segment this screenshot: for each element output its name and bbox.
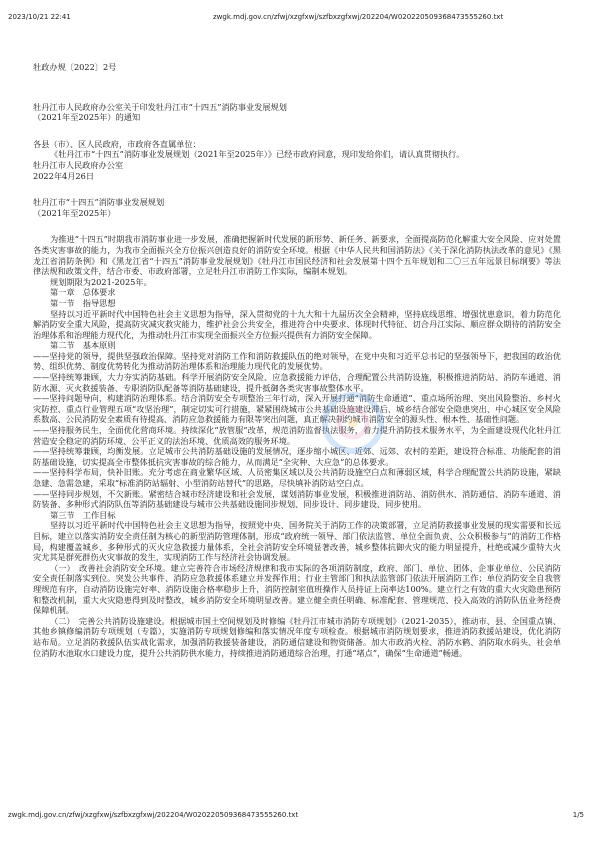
notice-date: 2022年4月26日 bbox=[33, 170, 95, 181]
plan-title-years: （2021年至2025年） bbox=[33, 207, 116, 218]
page-url: zwgk.mdj.gov.cn/zfwj/xzgfxwj/szfbxzgfxwj/202204/W020220509368473555260.txt bbox=[213, 13, 504, 21]
plan-paragraph: ——坚持同步规划，不欠新账。紧密结合城市经济建设和社会发展，谋划消防事业发展，积极推进消防站、消防供水、消防通信、消防车通道、消防装备、多种形式消防队伍等消防基础建设与城市公共基础设施同步规划、同步设计、同步建设、同步使用。 bbox=[33, 488, 561, 510]
notice-title-years: （2021年至2025年）的通知 bbox=[33, 112, 141, 123]
plan-title: 牡丹江市“十四五”消防事业发展规划 bbox=[33, 197, 165, 208]
footer-url: zwgk.mdj.gov.cn/zfwj/xzgfxwj/szfbxzgfxwj/202204/W020220509368473555260.txt bbox=[8, 811, 299, 819]
page-number: 1/5 bbox=[572, 811, 584, 819]
plan-paragraph: （一） 改善社会消防安全环境。建立完善符合市场经济规律和我市实际的各项消防制度，政府、部门、单位、团体、企事业单位、公民消防安全责任制落实到位。突发公共事件、消防应急救援体系建立并发挥作用；行业主管部门和执法监管部门依法开展消防工作；单位消防安全自我管理规范有序，自动消防设施完好率、消防设施合格率稳步上升，消防控制室值班操作人员持证上岗率达100%。建立行之有效的重大火灾隐患预防和整改机制，重大火灾隐患得到及时整改，城乡消防安全环境明显改善。建立健全责任明确、标准配套、管理规范、投入高效的消防队伍业务经费保障机制。 bbox=[33, 562, 561, 616]
notice-title: 牡丹江市人民政府办公室关于印发牡丹江市“十四五”消防事业发展规划 bbox=[33, 101, 287, 112]
plan-paragraph: ——坚持统筹兼顾，均衡发展。立足城市公共消防基础设施的发展情况，逐步缩小城区、近郊、远郊、农村的差距，建设符合标准、功能配套的消防基础设施，切实提高全市整体抵抗灾害事故的综合能力，从而满足“全灾种、大应急”的总体要求。 bbox=[33, 446, 561, 467]
plan-paragraph: ——坚持问题导向，构建消防治理体系。结合消防安全专项整治三年行动，深入开展打通“消防生命通道”、重点场所治理、突出风险整治、乡村火灾防控、重点行业管理五项“攻坚治理”，制定切实可行措施，紧紧围绕城市公共基础设施建设滞后、城乡结合部安全隐患突出、中心城区安全风险系数高、公民消防安全素质有待提高、消防应急救援能力有限等突出问题，真正解决制约城市消防安全的源头性、根本性、基础性问题。 bbox=[33, 393, 561, 425]
plan-paragraph: 为推进“十四五”时期我市消防事业进一步发展，准确把握新时代发展的新形势、新任务、新要求，全面提高防范化解重大安全风险、应对处置各类灾害事故的能力，为我市全面振兴全方位振兴创造良好的消防安全环境。根据《中华人民共和国消防法》《关于深化消防执法改革的意见》《黑龙江省消防条例》和《黑龙江省“十四五”消防事业发展规划》《牡丹江市国民经济和社会发展第十四个五年规划和二〇三五年远景目标纲要》等法律法规和政策文件，结合市委、市政府部署，立足牡丹江市消防工作实际，编制本规划。 bbox=[33, 234, 561, 277]
plan-paragraphs bbox=[33, 234, 561, 658]
notice-body: 《牡丹江市“十四五”消防事业发展规划（2021年至2025年）》已经市政府同意，现印发给你们，请认真贯彻执行。 bbox=[50, 149, 465, 160]
plan-paragraph: 坚持以习近平新时代中国特色社会主义思想为指导，深入贯彻党的十九大和十九届历次全会精神，坚持底线思维、增强忧患意识，着力防范化解消防安全重大风险，提高防灾减灾救灾能力，维护社会公共安全，推进符合中央要求、体现时代特征、切合丹江实际、顺应群众期待的消防安全治理体系和治理能力现代化，为推动牡丹江市实现全面振兴全方位振兴提供有力消防安全保障。 bbox=[33, 308, 561, 340]
doc-number: 牡政办规〔2022〕2号 bbox=[33, 62, 117, 72]
document-body bbox=[33, 62, 561, 658]
plan-paragraph: 坚持以习近平新时代中国特色社会主义思想为指导，按照党中央、国务院关于消防工作的决策部署，立足消防救援事业发展的现实需要和长远目标，建立以落实消防安全责任制为核心的新型消防管理体制，形成“政府统一领导、部门依法监管、单位全面负责、公众积极参与”的消防工作格局，构建覆盖城乡、多种形式的灭火应急救援力量体系，全社会消防安全环境显著改善，城乡整体抗御火灾的能力明显提升，杜绝或减少重特大火灾尤其是群死群伤火灾事故的发生，实现消防工作与经济社会协调发展。 bbox=[33, 520, 561, 563]
page-header bbox=[8, 13, 586, 25]
plan-paragraph: （二） 完善公共消防设施建设。根据城市国土空间规划及时修编《牡丹江市城市消防专项规划》（2021-2035），推动市、县、全国重点镇、其他乡镇修编消防专项规划（专篇），实施消防专项规划修编和落实情况年度专项检查。根据城市消防规划要求，推进消防救援站建设，优化消防站布局。立足消防救援队伍实战化需求，加强消防救援装备建设，消防通信建设和物资储备。加大市政消火栓、消防水鹤、消防取水码头、社会单位消防水池取水口建设力度，提升公共消防供水能力，持续推进消防通道综合治理，打通“堵点”，确保“生命通道”畅通。 bbox=[33, 615, 561, 658]
plan-paragraph: 第一节 指导思想 bbox=[50, 297, 116, 308]
plan-paragraph: 规划期限为2021-2025年。 bbox=[50, 276, 152, 287]
signer: 牡丹江市人民政府办公室 bbox=[33, 159, 124, 170]
plan-paragraph: ——坚持统筹兼顾，大力夯实消防基础。科学开展消防安全风险、应急救援能力评估，合理配置公共消防设施，积极推进消防站、消防车通道、消防水源、灭火救援装备、专职消防队配备等消防基础建设，提升抵御各类灾害事故整体水平。 bbox=[33, 372, 561, 393]
plan-paragraph: ——坚持服务民生，全面优化营商环境。持续深化“放管服”改革，规范消防监督执法服务，着力提升消防技术服务水平，为全面建设现代化牡丹江营造安全稳定的消防环境、公平正义的法治环境、优质高效的服务环境。 bbox=[33, 425, 561, 446]
print-datetime: 2023/10/21 22:41 bbox=[8, 13, 71, 21]
page-footer bbox=[8, 811, 586, 823]
addressee: 各县（市）、区人民政府，市政府各直属单位： bbox=[33, 138, 201, 149]
plan-paragraph: ——坚持科学布局，快补旧账。充分考虑在商业繁华区域、人员密集区域以及公共消防设施空白点和薄弱区域，科学合理配置公共消防设施，紧缺急建、急需急建，采取“标准消防站辐射、小型消防站替代”的思路，尽快填补消防站空白点。 bbox=[33, 467, 561, 488]
plan-paragraph: 第三节 工作目标 bbox=[50, 509, 116, 520]
plan-paragraph: 第二节 基本原则 bbox=[50, 340, 116, 351]
plan-paragraph: ——坚持党的领导，提供坚强政治保障。坚持党对消防工作和消防救援队伍的绝对领导，在党中央和习近平总书记的坚强领导下，把我国的政治优势、组织优势、制度优势转化为推动消防治理体系和治理能力现代化的发展优势。 bbox=[33, 350, 561, 372]
plan-paragraph: 第一章 总体要求 bbox=[50, 287, 116, 298]
